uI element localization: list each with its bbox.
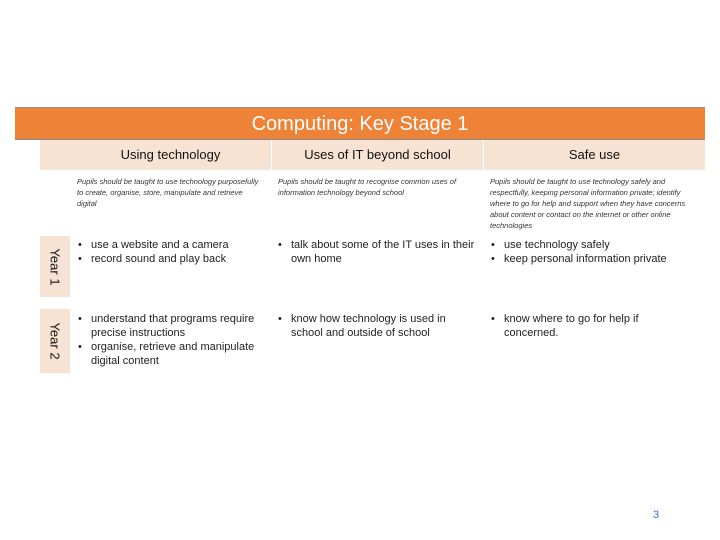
year-1-label: Year 1 xyxy=(47,248,63,286)
year-2-uses-of-it-cell xyxy=(278,312,478,340)
column-header-uses-of-it: Uses of IT beyond school xyxy=(272,140,484,170)
list-item: • keep personal information private xyxy=(491,252,701,266)
list-item: • talk about some of the IT uses in their own home xyxy=(278,238,478,266)
year-2-using-technology-cell xyxy=(78,312,258,368)
year-1-safe-use-cell xyxy=(491,238,701,266)
slide-title: Computing: Key Stage 1 xyxy=(15,107,705,140)
list-item: • know where to go for help if concerned. xyxy=(491,312,681,340)
column-description-using-technology: Pupils should be taught to use technology purposefully to create, organise, store, manipulate and retrieve digital xyxy=(77,177,259,208)
header-corner-cell xyxy=(40,140,70,170)
list-item: • record sound and play back xyxy=(78,252,268,266)
list-item: • understand that programs require precise instructions xyxy=(78,312,258,340)
year-2-safe-use-cell xyxy=(491,312,681,340)
page-number: 3 xyxy=(653,509,660,521)
list-item: • use a website and a camera xyxy=(78,238,268,252)
year-1-using-technology-cell xyxy=(78,238,268,266)
column-description-safe-use: Pupils should be taught to use technology safely and respectfully, keeping personal information private; identify where to go for help and support when they have concerns about content or contact on the internet or other online technologies xyxy=(490,177,686,230)
year-1-uses-of-it-cell xyxy=(278,238,478,266)
list-item: • know how technology is used in school and outside of school xyxy=(278,312,478,340)
column-header-using-technology: Using technology xyxy=(70,140,272,170)
year-2-label: Year 2 xyxy=(47,322,63,360)
column-header-safe-use: Safe use xyxy=(484,140,705,170)
list-item: • organise, retrieve and manipulate digital content xyxy=(78,340,258,368)
list-item: • use technology safely xyxy=(491,238,701,252)
column-description-uses-of-it: Pupils should be taught to recognise common uses of information technology beyond school xyxy=(278,177,457,197)
